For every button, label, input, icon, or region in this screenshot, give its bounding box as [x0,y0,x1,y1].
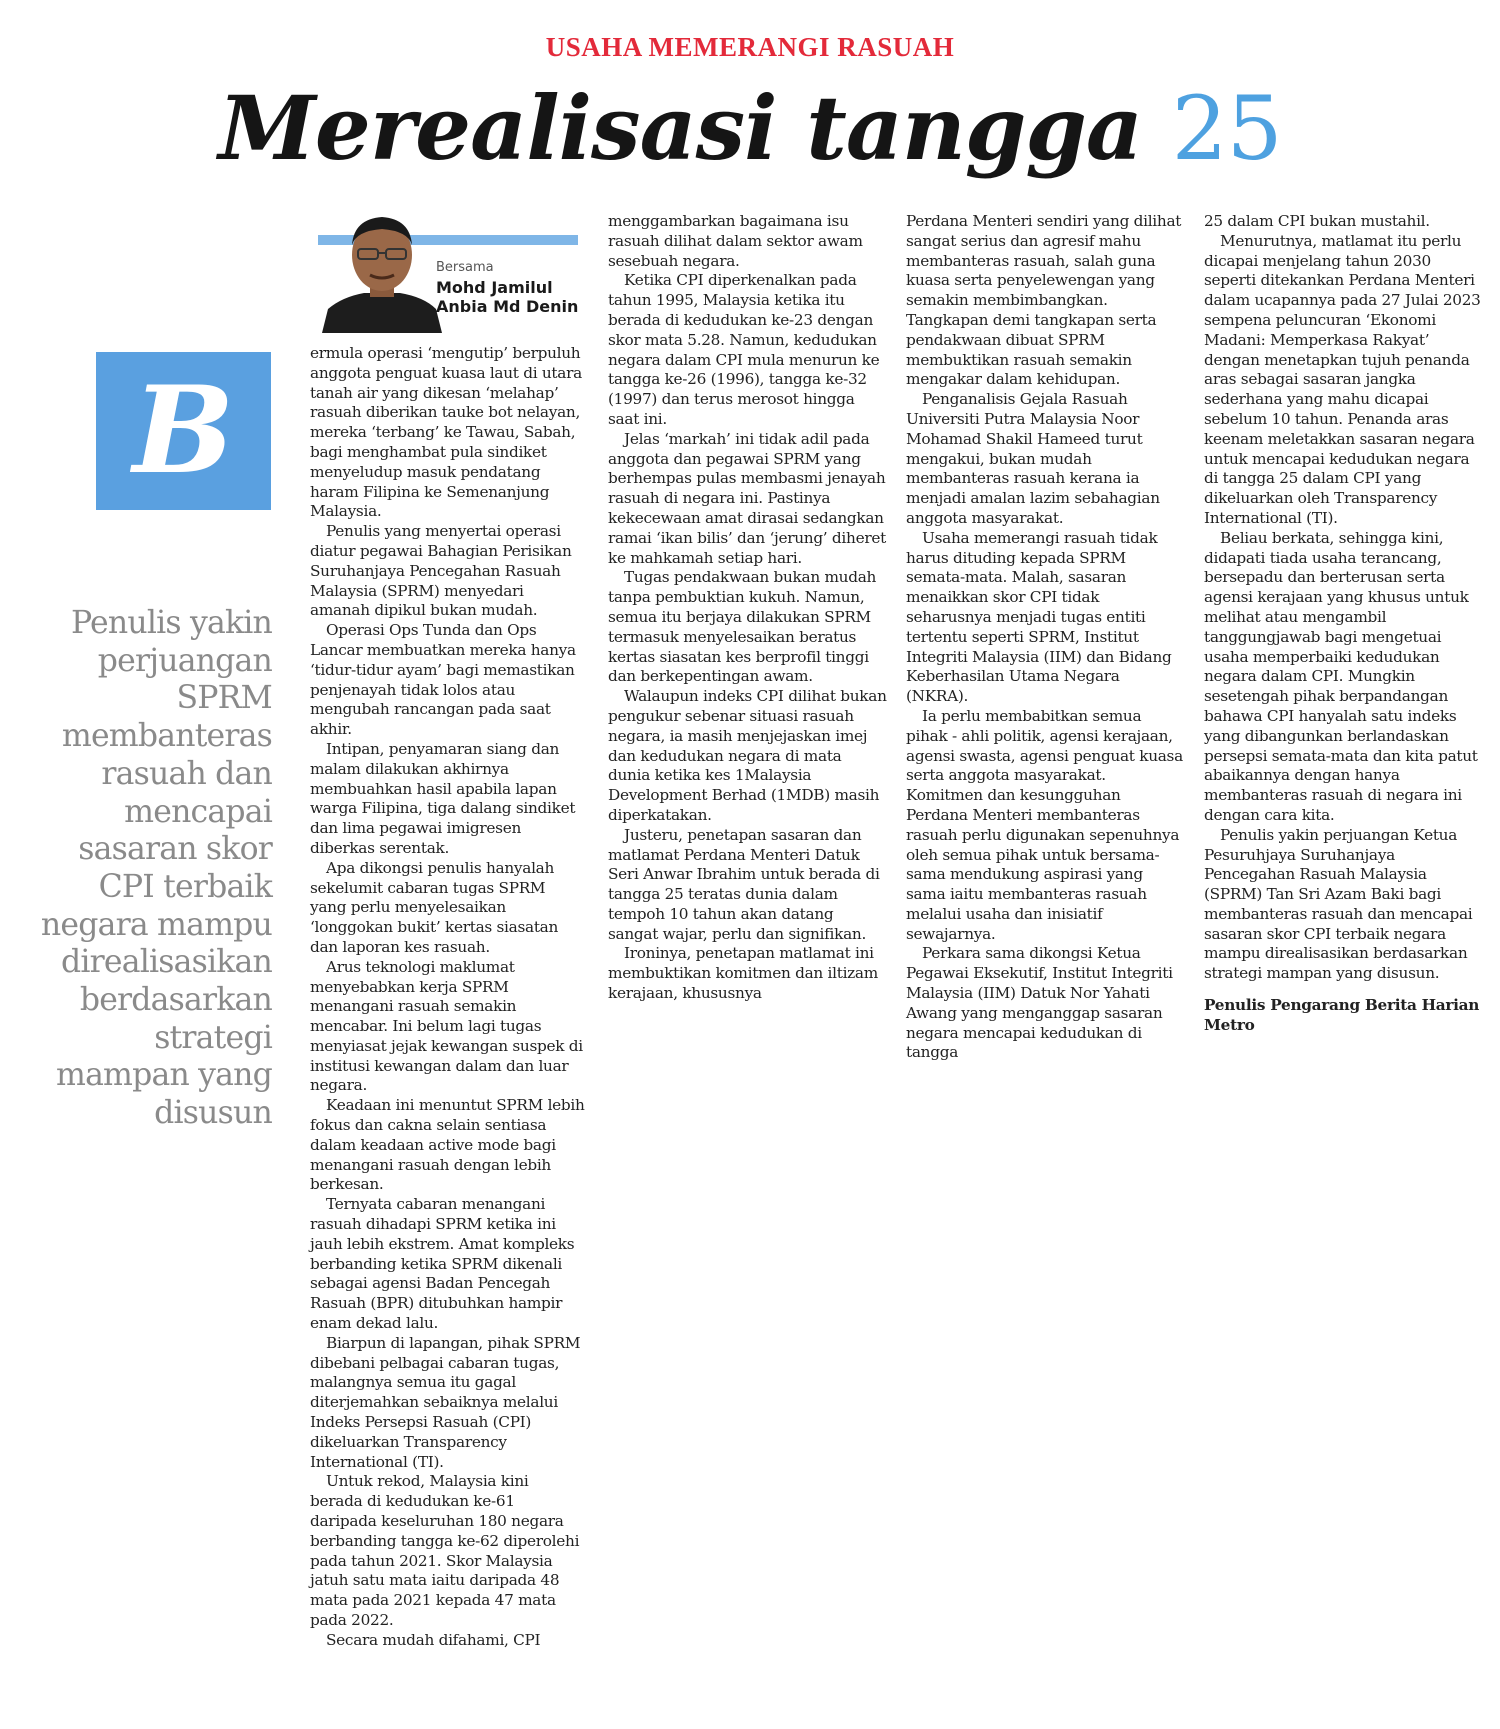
paragraph: Operasi Ops Tunda dan Ops Lancar membuatkan mereka hanya ‘tidur-tidur ayam’ bagi memastikan penjenayah tidak lolos atau mengubah rancangan pada saat akhir. [310,621,576,739]
paragraph: Penganalisis Gejala Rasuah Universiti Putra Malaysia Noor Mohamad Shakil Hameed turut mengakui, bukan mudah membanteras rasuah kerana ia menjadi amalan lazim sebahagian anggota masyarakat. [906,390,1160,527]
drop-cap-box [96,352,271,510]
byline-label: Bersama [436,260,494,275]
paragraph: Ia perlu membabitkan semua pihak - ahli politik, agensi kerajaan, agensi swasta, agensi penguat kuasa serta anggota masyarakat. Komitmen dan kesungguhan Perdana Menteri membanteras rasuah perlu digunakan sepenuhnya oleh semua pihak untuk bersama-sama mendukung aspirasi yang sama iaitu membanteras rasuah melalui usaha dan inisiatif sewajarnya. [906,706,1183,943]
author-signature: Penulis Pengarang Berita Harian Metro [1204,996,1480,1034]
paragraph: Perkara sama dikongsi Ketua Pegawai Eksekutif, Institut Integriti Malaysia (IIM) Datuk Nor Yahati Awang yang menganggap sasaran negara mencapai kedudukan di tangga [906,944,1173,1062]
author-photo [322,205,442,333]
author-byline [318,205,578,335]
paragraph: Biarpun di lapangan, pihak SPRM dibebani pelbagai cabaran tugas, malangnya semua itu gagal diterjemahkan sebaiknya melalui Indeks Persepsi Rasuah (CPI) dikeluarkan Transparency International (TI). [310,1333,581,1471]
article-column-3 [906,212,1186,1063]
paragraph: Justeru, penetapan sasaran dan matlamat Perdana Menteri Datuk Seri Anwar Ibrahim untuk berada di tangga 25 teratas dunia dalam tempoh 10 tahun akan datang sangat wajar, perlu dan signifikan. [608,825,880,943]
paragraph: Ketika CPI diperkenalkan pada tahun 1995, Malaysia ketika itu berada di kedudukan ke-23 dengan skor mata 5.28. Namun, kedudukan negara dalam CPI mula menurun ke tangga ke-26 (1996), tangga ke-32 (1997) dan terus merosot hingga saat ini. [608,271,880,428]
paragraph: Intipan, penyamaran siang dan malam dilakukan akhirnya membuahkan hasil apabila lapan warga Filipina, tiga dalang sindiket dan lima pegawai imigresen diberkas serentak. [310,739,576,857]
paragraph: Arus teknologi maklumat menyebabkan kerja SPRM menangani rasuah semakin mencabar. Ini belum lagi tugas menyiasat jejak kewangan suspek di institusi kewangan dalam dan luar negara. [310,957,583,1095]
paragraph: 25 dalam CPI bukan mustahil. [1204,212,1430,230]
article-column-4 [1204,212,1484,1036]
paragraph: Penulis yakin perjuangan Ketua Pesuruhjaya Suruhanjaya Pencegahan Rasuah Malaysia (SPRM) Tan Sri Azam Baki bagi membanteras rasuah dan mencapai sasaran skor CPI terbaik negara mampu direalisasikan berdasarkan strategi mampan yang disusun. [1204,825,1473,983]
paragraph: Tugas pendakwaan bukan mudah tanpa pembuktian kukuh. Namun, semua itu berjaya dilakukan SPRM termasuk menyelesaikan beratus kertas siasatan kes berprofil tinggi dan berkepentingan awam. [608,568,877,686]
paragraph: Keadaan ini menuntut SPRM lebih fokus dan cakna selain sentiasa dalam keadaan active mode bagi menangani rasuah dengan lebih berkesan. [310,1096,585,1194]
headline-number: 25 [1171,77,1282,180]
paragraph: Ironinya, penetapan matlamat ini membuktikan komitmen dan iltizam kerajaan, khususnya [608,944,878,1003]
article-column-2 [608,212,888,1004]
drop-cap-letter: B [132,360,235,501]
paragraph: Menurutnya, matlamat itu perlu dicapai menjelang tahun 2030 seperti ditekankan Perdana Menteri dalam ucapannya pada 27 Julai 2023 sempena peluncuran ‘Ekonomi Madani: Memperkasa Rakyat’ dengan menetapkan tujuh penanda aras sebagai sasaran jangka sederhana yang mahu dicapai sebelum 10 tahun. Penanda aras keenam meletakkan sasaran negara untuk mencapai kedudukan negara di tangga 25 dalam CPI yang dikeluarkan oleh Transparency International (TI). [1204,231,1481,527]
paragraph: menggambarkan bagaimana isu rasuah dilihat dalam sektor awam sesebuah negara. [608,212,863,270]
paragraph: Usaha memerangi rasuah tidak harus dituding kepada SPRM semata-mata. Malah, sasaran menaikkan skor CPI tidak seharusnya menjadi tugas entiti tertentu seperti SPRM, Institut Integriti Malaysia (IIM) dan Bidang Keberhasilan Utama Negara (NKRA). [906,528,1172,706]
paragraph: ermula operasi ‘mengutip’ berpuluh anggota penguat kuasa laut di utara tanah air yang dikesan ‘melahap’ rasuah diberikan tauke bot nelayan, mereka ‘terbang’ ke Tawau, Sabah, bagi menghambat pula sindiket menyeludup masuk pendatang haram Filipina ke Semenanjung Malaysia. [310,344,582,521]
headline-text: Merealisasi tangga [218,76,1142,180]
headline [0,78,1500,179]
paragraph: Jelas ‘markah’ ini tidak adil pada anggota dan pegawai SPRM yang berhempas pulas membasmi jenayah rasuah di negara ini. Pastinya kekecewaan amat dirasai sedangkan ramai ‘ikan bilis’ dan ‘jerung’ diheret ke mahkamah setiap hari. [608,429,886,567]
author-name: Mohd Jamilul Anbia Md Denin [436,278,579,316]
pull-quote: Penulis yakin perjuangan SPRM membanteras rasuah dan mencapai sasaran skor CPI terbaik negara mampu direalisasikan berdasarkan strategi mampan yang disusun [40,605,272,1132]
paragraph: Walaupun indeks CPI dilihat bukan pengukur sebenar situasi rasuah negara, ia masih menjejaskan imej dan kedudukan negara di mata dunia ketika kes 1Malaysia Development Berhad (1MDB) masih diperkatakan. [608,687,887,824]
paragraph: Untuk rekod, Malaysia kini berada di kedudukan ke-61 daripada keseluruhan 180 negara berbanding tangga ke-62 diperolehi pada tahun 2021. Skor Malaysia jatuh satu mata iaitu daripada 48 mata pada 2021 kepada 47 mata pada 2022. [310,1472,580,1629]
paragraph: Beliau berkata, sehingga kini, didapati tiada usaha terancang, bersepadu dan berterusan serta agensi kerajaan yang khusus untuk melihat atau mengambil tanggungjawab bagi mengetuai usaha memperbaiki kedudukan negara dalam CPI. Mungkin sesetengah pihak berpandangan bahawa CPI hanyalah satu indeks yang dibangunkan berlandaskan persepsi semata-mata dan kita patut abaikannya dengan hanya membanteras rasuah di negara ini dengan cara kita. [1204,528,1478,824]
paragraph: Secara mudah difahami, CPI [326,1630,541,1649]
paragraph: Perdana Menteri sendiri yang dilihat sangat serius dan agresif mahu membanteras rasuah, salah guna kuasa serta penyelewengan yang semakin membimbangkan. Tangkapan demi tangkapan serta pendakwaan dibuat SPRM membuktikan rasuah semakin mengakar dalam kehidupan. [906,212,1182,389]
paragraph: Apa dikongsi penulis hanyalah sekelumit cabaran tugas SPRM yang perlu menyelesaikan ‘longgokan bukit’ kertas siasatan dan laporan kes rasuah. [310,858,559,956]
paragraph: Ternyata cabaran menangani rasuah dihadapi SPRM ketika ini jauh lebih ekstrem. Amat kompleks berbanding ketika SPRM dikenali sebagai agensi Badan Pencegah Rasuah (BPR) ditubuhkan hampir enam dekad lalu. [310,1195,575,1333]
article-column-1 [310,344,585,1651]
paragraph: Penulis yang menyertai operasi diatur pegawai Bahagian Perisikan Suruhanjaya Pencegahan Rasuah Malaysia (SPRM) menyedari amanah dipikul bukan mudah. [310,522,572,620]
section-kicker: USAHA MEMERANGI RASUAH [545,32,955,62]
